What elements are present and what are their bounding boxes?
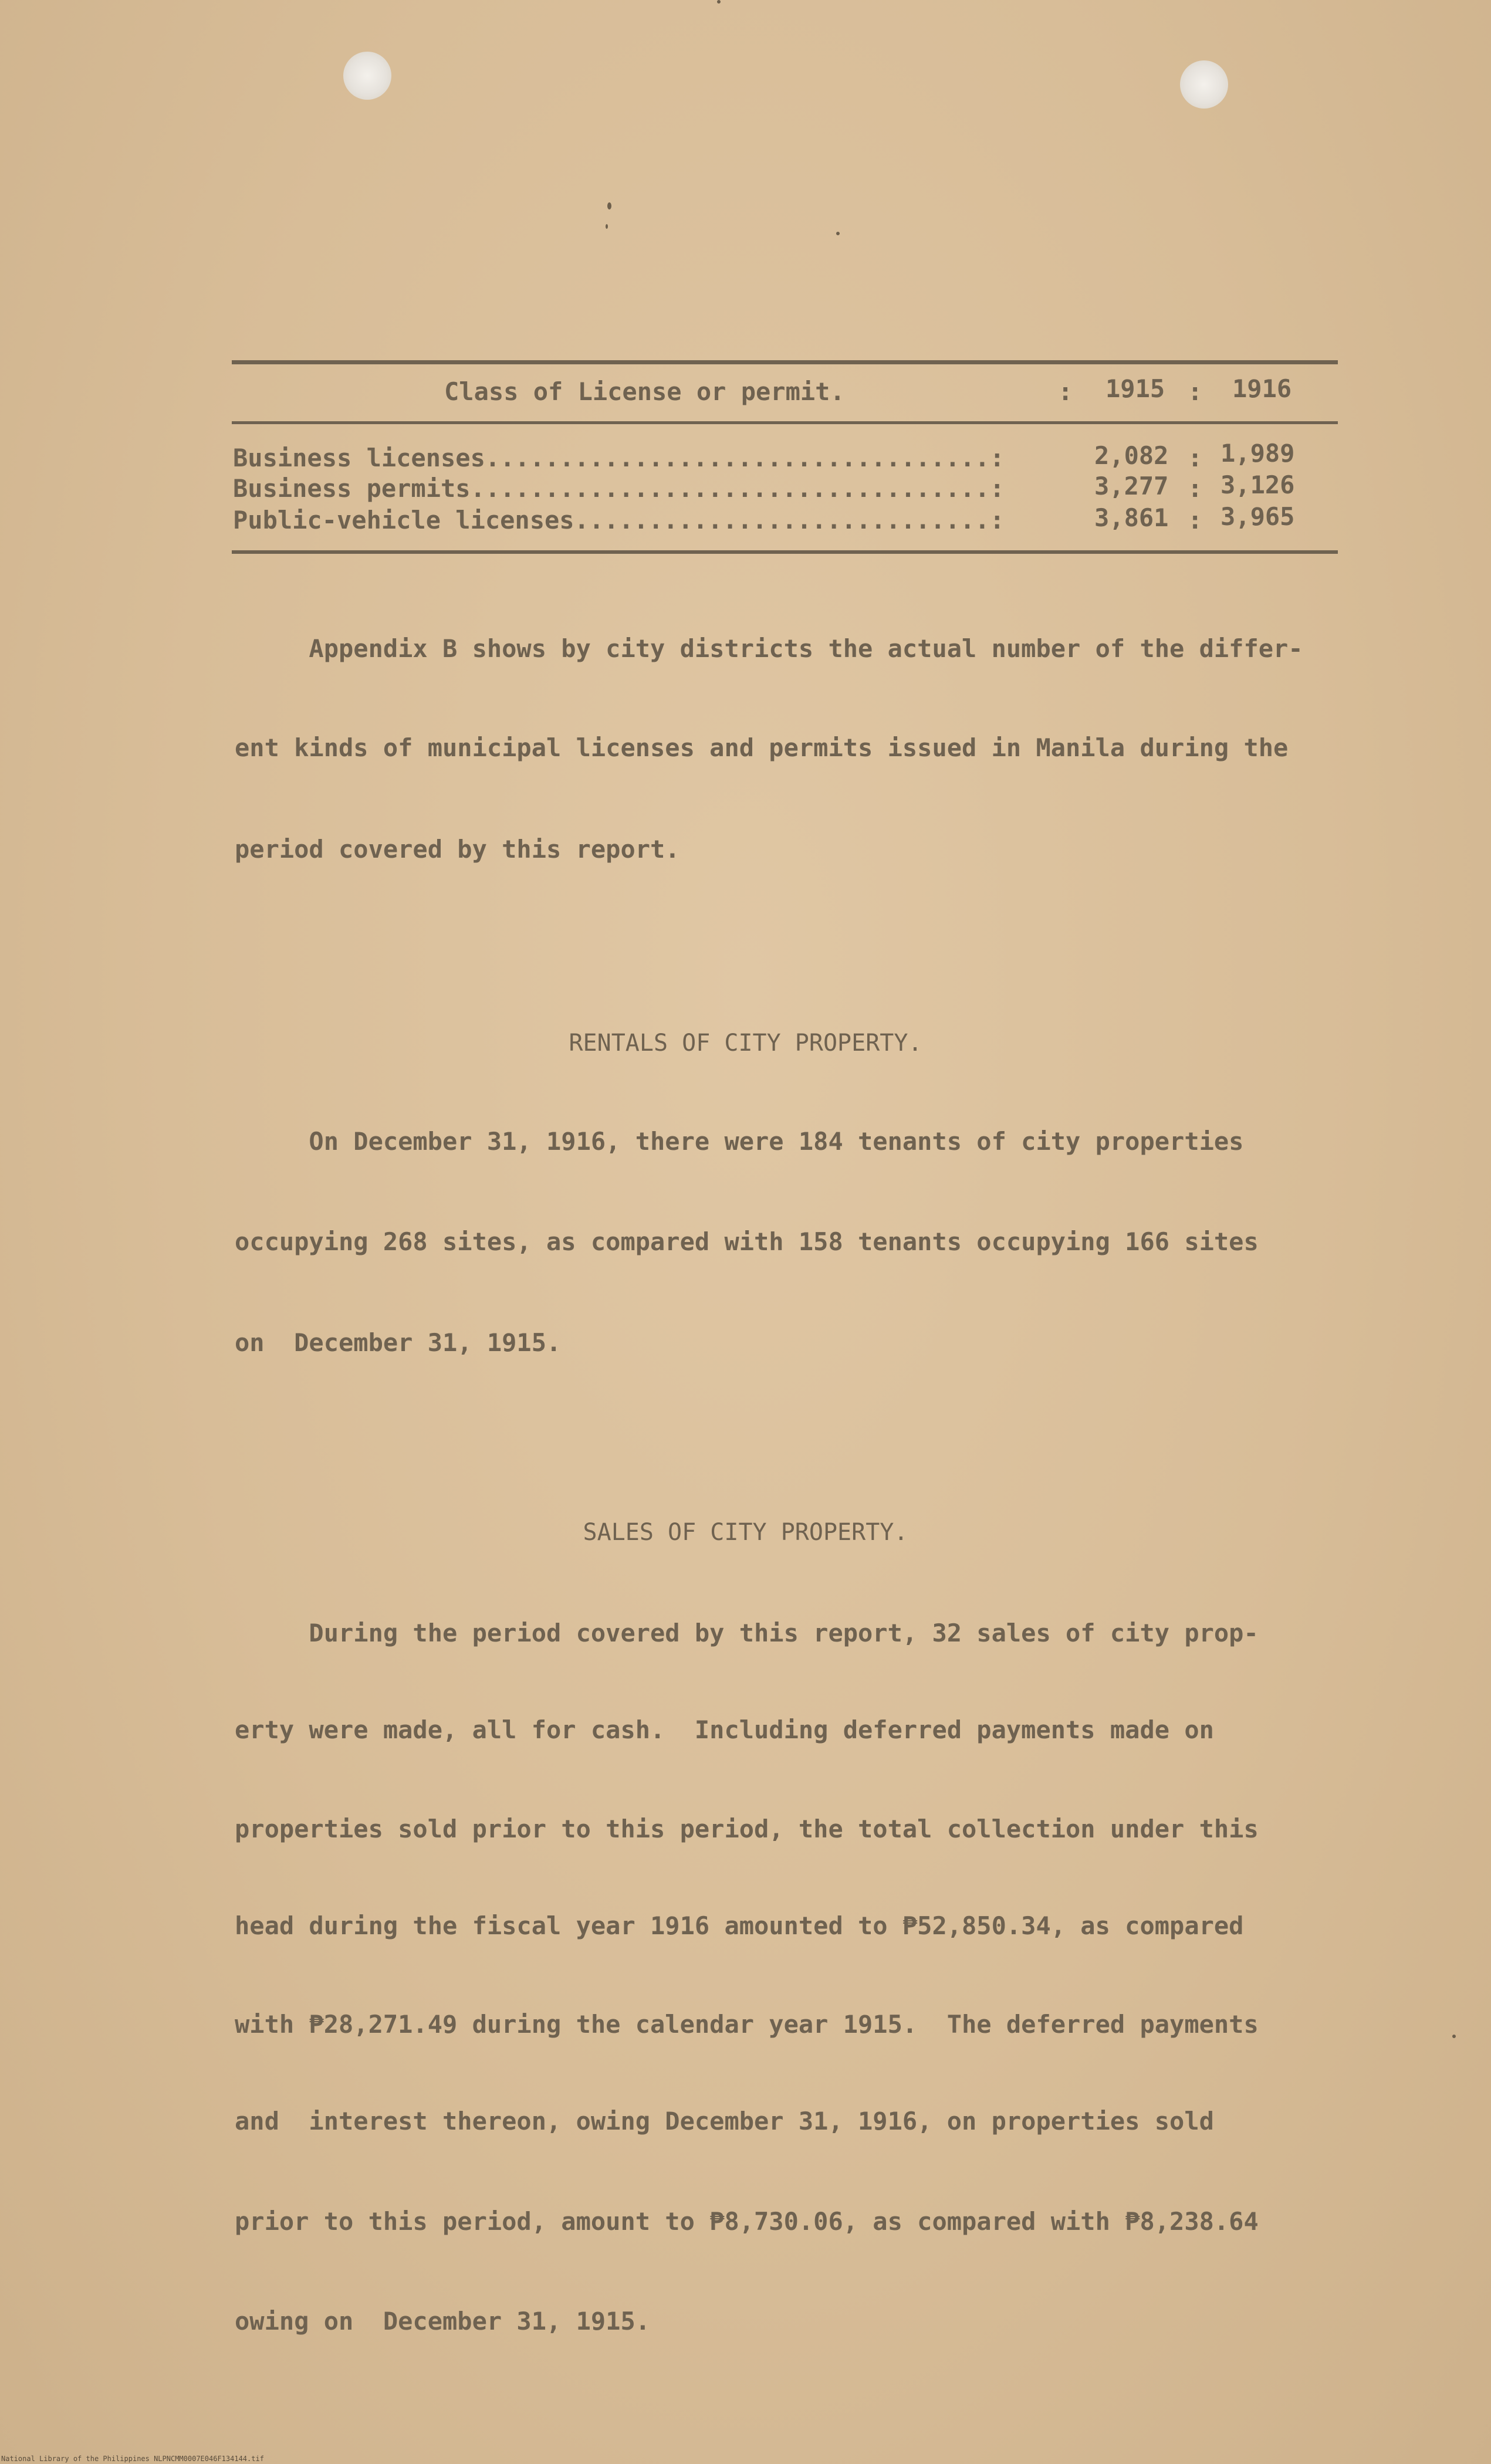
table-row-1915: 3,861 — [1094, 503, 1169, 532]
table-header-1916: 1916 — [1232, 374, 1292, 403]
table-bottom-rule — [232, 550, 1338, 554]
ink-speck — [607, 202, 611, 209]
ink-speck — [836, 232, 840, 235]
paragraph-line: prior to this period, amount to ₱8,730.06, as compared with ₱8,238.64 — [235, 2207, 1259, 2236]
table-row-1915: 3,277 — [1094, 472, 1169, 500]
table-row-1916: 1,989 — [1220, 439, 1295, 468]
paragraph-line: Appendix B shows by city districts the actual number of the differ- — [235, 634, 1303, 663]
section-heading-sales: SALES OF CITY PROPERTY. — [583, 1519, 908, 1546]
ink-speck — [1452, 2035, 1456, 2038]
punch-hole-right — [1180, 60, 1228, 109]
table-header-sep: : — [1058, 377, 1073, 406]
section-heading-rentals: RENTALS OF CITY PROPERTY. — [569, 1030, 922, 1057]
paragraph-line: On December 31, 1916, there were 184 tenants of city properties — [235, 1127, 1244, 1156]
paragraph-line: with ₱28,271.49 during the calendar year 1915. The deferred payments — [235, 2010, 1259, 2039]
table-row-label: Business permits...................................: — [233, 474, 1005, 503]
paragraph-line: on December 31, 1915. — [235, 1328, 562, 1357]
archive-footer: National Library of the Philippines NLPNCMM0007E046F134144.tif — [1, 2455, 264, 2463]
paragraph-line: and interest thereon, owing December 31, 1916, on properties sold — [235, 2107, 1214, 2135]
ink-speck — [717, 0, 721, 4]
paragraph-line: occupying 268 sites, as compared with 158 tenants occupying 166 sites — [235, 1227, 1259, 1256]
table-row-1916: 3,965 — [1220, 502, 1295, 531]
table-header-sep: : — [1188, 377, 1203, 406]
paragraph-line: During the period covered by this report, 32 sales of city prop- — [235, 1619, 1259, 1647]
ink-speck — [606, 224, 608, 229]
table-row-1916: 3,126 — [1220, 471, 1295, 499]
paragraph-line: properties sold prior to this period, the total collection under this — [235, 1815, 1259, 1843]
paragraph-line: erty were made, all for cash. Including deferred payments made on — [235, 1715, 1214, 1744]
punch-hole-left — [343, 52, 391, 100]
table-top-rule — [232, 360, 1338, 364]
paragraph-line: ent kinds of municipal licenses and permits issued in Manila during the — [235, 733, 1289, 762]
paragraph-line: period covered by this report. — [235, 835, 680, 864]
table-row-label: Business licenses..................................: — [233, 444, 1005, 472]
paragraph-line: owing on December 31, 1915. — [235, 2307, 651, 2336]
table-row-sep: : — [1188, 474, 1203, 503]
table-row-label: Public-vehicle licenses............................: — [233, 506, 1005, 534]
table-header-1915: 1915 — [1105, 374, 1165, 403]
table-header-rule — [232, 421, 1338, 424]
table-row-sep: : — [1188, 506, 1203, 534]
table-header-label: Class of License or permit. — [444, 377, 845, 406]
table-row-sep: : — [1188, 444, 1203, 472]
paragraph-line: head during the fiscal year 1916 amounted to ₱52,850.34, as compared — [235, 1911, 1244, 1940]
table-row-1915: 2,082 — [1094, 441, 1169, 470]
